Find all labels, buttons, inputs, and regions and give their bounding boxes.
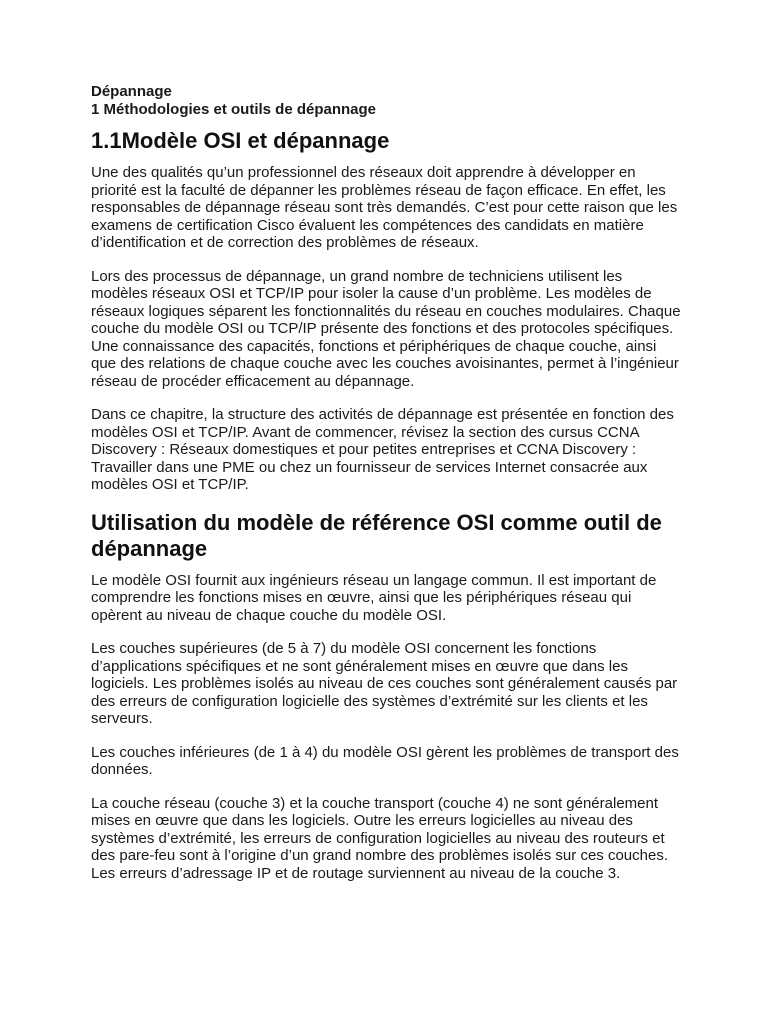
paragraph: Dans ce chapitre, la structure des activités de dépannage est présentée en fonction des modèles OSI et TCP/IP. Avant de commencer, révisez la section des cursus CCNA Discovery : Réseaux domestiques et pour petites entreprises et CCNA Discovery : Travailler dans une PME ou chez un fournisseur de services Internet consacrée aux modèles OSI et TCP/IP. bbox=[91, 406, 674, 493]
paragraph: Les couches inférieures (de 1 à 4) du modèle OSI gèrent les problèmes de transport des données. bbox=[91, 743, 679, 778]
section-heading-osi-troubleshooting: Utilisation du modèle de référence OSI comme outil de dépannage bbox=[91, 509, 662, 561]
document-content bbox=[91, 83, 681, 898]
paragraph: La couche réseau (couche 3) et la couche transport (couche 4) ne sont généralement mises en œuvre que dans les logiciels. Outre les erreurs logicielles au niveau des systèmes d’extrémité, les erreurs de configuration logicielles au niveau des routeurs et des pare-feu sont à l’origine d’un grand nombre des problèmes isolés sur ces couches. Les erreurs d’adressage IP et de routage surviennent au niveau de la couche 3. bbox=[91, 794, 668, 882]
paragraph: Les couches supérieures (de 5 à 7) du modèle OSI concernent les fonctions d’applications spécifiques et ne sont généralement mises en œuvre que dans les logiciels. Les problèmes isolés au niveau de ces couches sont généralement causés par des erreurs de configuration logicielle des systèmes d’extrémité sur les clients et les serveurs. bbox=[91, 640, 678, 727]
paragraph: Lors des processus de dépannage, un grand nombre de techniciens utilisent les modèles réseaux OSI et TCP/IP pour isoler la cause d’un problème. Les modèles de réseaux logiques séparent les fonctionnalités du réseau en couches modulaires. Chaque couche du modèle OSI ou TCP/IP présente des fonctions et des protocoles spécifiques. Une connaissance des capacités, fonctions et périphériques de chaque couche, ainsi que des relations de chaque couche avec les couches avoisinantes, permet à l’ingénieur réseau de procéder efficacement au dépannage. bbox=[91, 267, 681, 390]
chapter-subtitle: 1 Méthodologies et outils de dépannage bbox=[91, 101, 377, 118]
paragraph: Une des qualités qu’un professionnel des réseaux doit apprendre à développer en priorité est la faculté de dépanner les problèmes réseau de façon efficace. En effet, les responsables de dépannage réseau sont très demandés. C’est pour cette raison que les examens de certification Cisco évaluent les compétences des candidats en matière d’identification et de correction des problèmes de réseaux. bbox=[91, 164, 678, 251]
section-heading-osi-model: 1.1Modèle OSI et dépannage bbox=[91, 128, 390, 153]
paragraph: Le modèle OSI fournit aux ingénieurs réseau un langage commun. Il est important de comprendre les fonctions mises en œuvre, ainsi que les périphériques réseau qui opèrent au niveau de chaque couche du modèle OSI. bbox=[91, 571, 657, 624]
chapter-title: Dépannage bbox=[91, 83, 172, 100]
